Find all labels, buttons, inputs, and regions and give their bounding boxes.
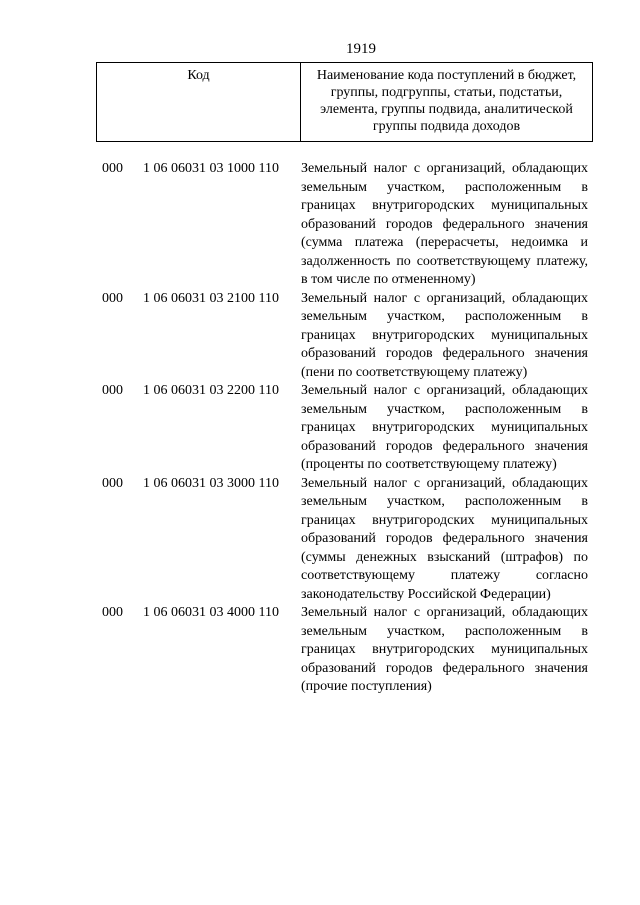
table-row bbox=[0, 290, 640, 383]
table-row bbox=[0, 475, 640, 605]
table-row bbox=[0, 604, 640, 697]
revenue-description: Земельный налог с организаций, обладающих земельным участком, расположенным в границах внутригородских муниципальных образований городов федерального значения (сумма платежа (перерасчеты, недоимка и задолженность по соответствующему платежу, в том числе по отмененному) bbox=[301, 161, 588, 287]
admin-code: 000 bbox=[102, 161, 123, 176]
table-row bbox=[0, 382, 640, 475]
admin-code: 000 bbox=[102, 475, 123, 491]
revenue-description: Земельный налог с организаций, обладающих земельным участком, расположенным в границах внутригородских муниципальных образований городов федерального значения (прочие поступления) bbox=[301, 605, 588, 694]
name-column-header: Наименование кода поступлений в бюджет, группы, подгруппы, статьи, подстатьи, элемента, группы подвида, аналитической группы подвида доходов bbox=[316, 68, 577, 134]
revenue-code: 1 06 06031 03 1000 110 bbox=[143, 161, 279, 176]
page-number: 1919 bbox=[346, 41, 376, 57]
revenue-description: Земельный налог с организаций, обладающих земельным участком, расположенным в границах внутригородских муниципальных образований городов федерального значения (суммы денежных взысканий (штрафов) по соответствующему платежу согласно законодательству Российской Федерации) bbox=[301, 475, 588, 602]
revenue-description: Земельный налог с организаций, обладающих земельным участком, расположенным в границах внутригородских муниципальных образований городов федерального значения (проценты по соответствующему платежу) bbox=[301, 383, 588, 472]
table-row bbox=[0, 160, 640, 290]
revenue-code: 1 06 06031 03 3000 110 bbox=[143, 475, 279, 491]
revenue-code: 1 06 06031 03 2200 110 bbox=[143, 383, 279, 398]
table-header bbox=[96, 62, 593, 142]
revenue-description: Земельный налог с организаций, обладающих земельным участком, расположенным в границах внутригородских муниципальных образований городов федерального значения (пени по соответствующему платежу) bbox=[301, 290, 588, 380]
revenue-code: 1 06 06031 03 4000 110 bbox=[143, 605, 279, 620]
admin-code: 000 bbox=[102, 383, 123, 398]
admin-code: 000 bbox=[102, 605, 123, 620]
revenue-code: 1 06 06031 03 2100 110 bbox=[143, 290, 279, 306]
code-column-header: Код bbox=[97, 63, 301, 141]
table-body bbox=[0, 160, 640, 697]
admin-code: 000 bbox=[102, 290, 123, 306]
